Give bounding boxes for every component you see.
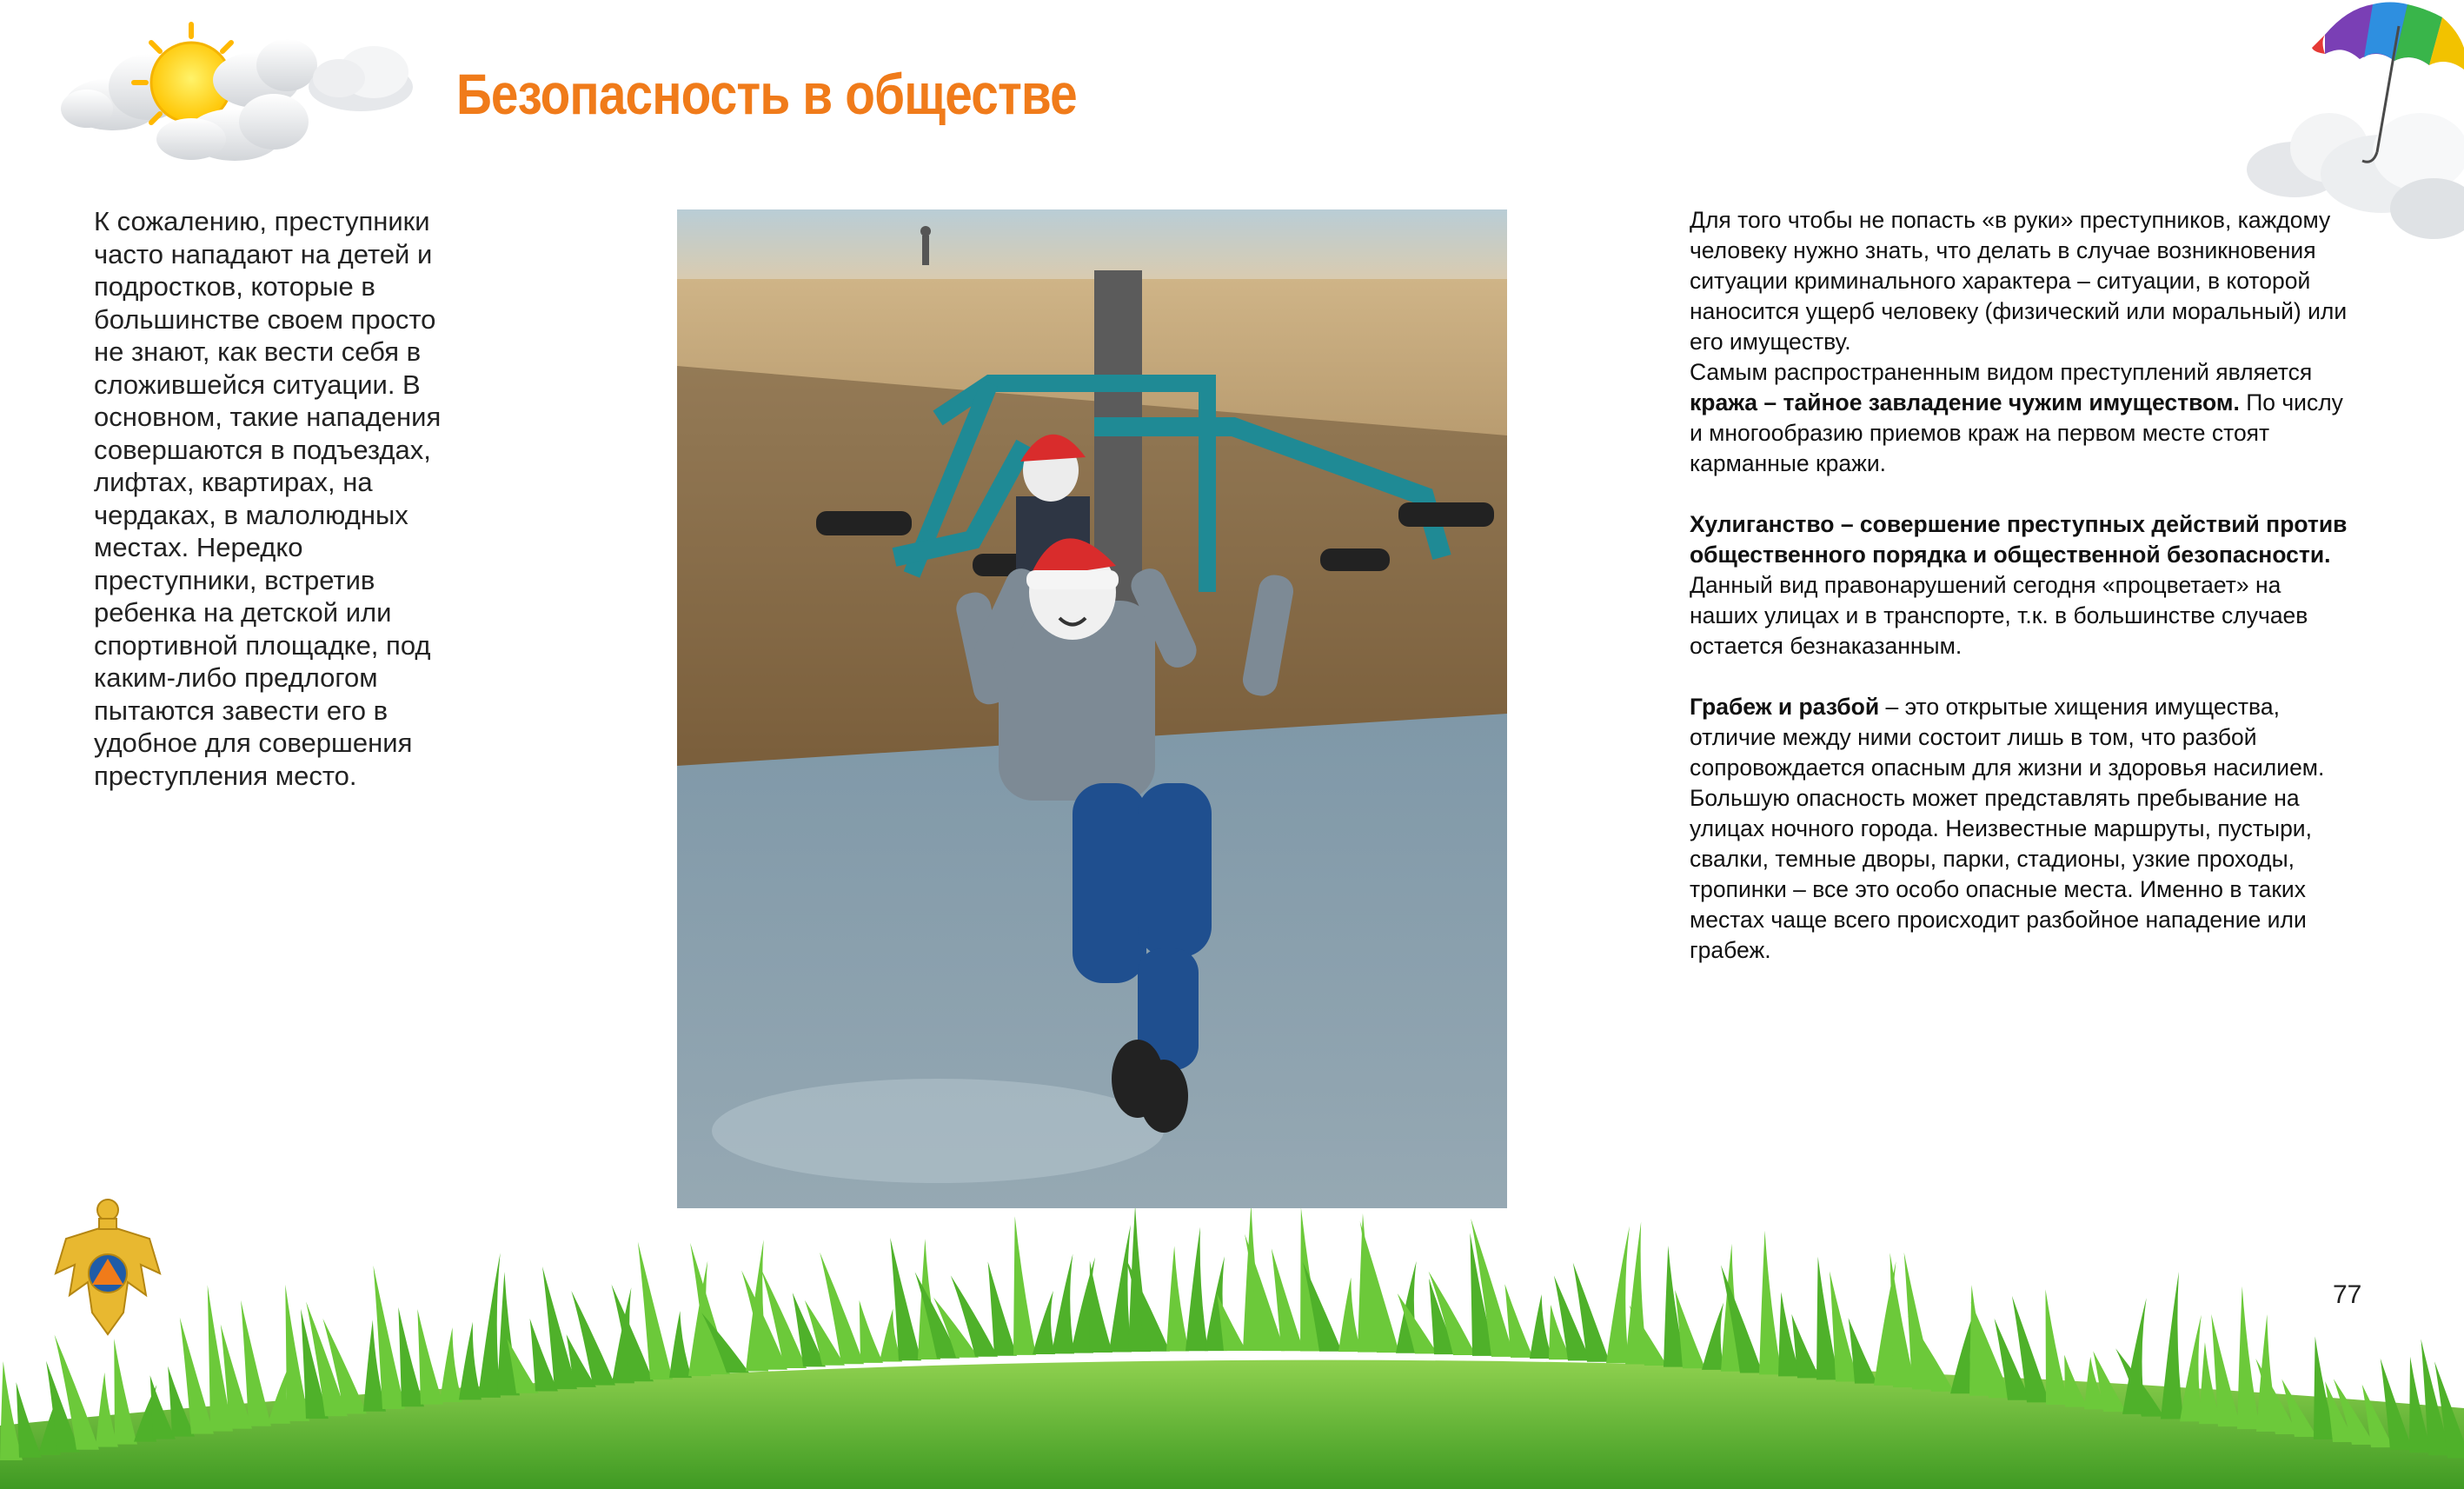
cloud-icon xyxy=(300,39,430,117)
theft-intro-text: Самым распространенным видом преступлений является xyxy=(1690,359,2313,385)
hooliganism-definition: Хулиганство – совершение преступных действий против общественного порядка и общественной безопасности. xyxy=(1690,511,2348,568)
robbery-heading: Грабеж и разбой xyxy=(1690,694,1880,720)
hooliganism-text: Данный вид правонарушений сегодня «процветает» на наших улицах и в транспорте, т.к. в большинстве случаев остается безнаказанным. xyxy=(1690,572,2308,659)
theft-tail-text: По числу и многообразию приемов краж на первом месте стоят карманные кражи. xyxy=(1690,389,2343,476)
grass-footer xyxy=(0,1208,2464,1489)
left-column xyxy=(94,205,468,792)
paragraph-theft xyxy=(1690,357,2350,479)
right-column xyxy=(1690,205,2350,966)
paragraph-robbery xyxy=(1690,692,2350,966)
photo-illustration xyxy=(677,209,1507,1257)
page-number: 77 xyxy=(2333,1280,2362,1309)
robbery-text: – это открытые хищения имущества, отличие между ними состоит лишь в том, что разбой сопровождается опасным для жизни и здоровья насилием. Большую опасность может представлять пребывание на улицах ночного города. Неизвестные маршруты, пустыри, свалки, темные дворы, парки, стадионы, узкие проходы, тропинки – все это особо опасные места. Именно в таких местах чаще всего происходит разбойное нападение или грабеж. xyxy=(1690,694,2325,963)
mchs-emblem-icon xyxy=(49,1191,167,1343)
left-paragraph: К сожалению, преступники часто нападают на детей и подростков, которые в большинстве своем просто не знают, как вести себя в сложившейся ситуации. В основном, такие нападения совершаются в подъездах, лифтах, квартирах, на чердаках, в малолюдных местах. Нередко преступники, встретив ребенка на детской или спортивной площадке, под каким-либо предлогом пытаются завести его в удобное для совершения преступления место. xyxy=(94,206,442,791)
theft-definition: кража – тайное завладение чужим имуществом. xyxy=(1690,389,2240,415)
photo-children-on-exercise-machine xyxy=(677,209,1507,1257)
paragraph-hooliganism xyxy=(1690,509,2350,661)
paragraph-intro: Для того чтобы не попасть «в руки» преступников, каждому человеку нужно знать, что делать в случае возникновения ситуации криминального характера – ситуации, в которой наносится ущерб человеку (физический или моральный) или его имуществу. xyxy=(1690,207,2348,355)
page-title: Безопасность в обществе xyxy=(456,62,1077,126)
